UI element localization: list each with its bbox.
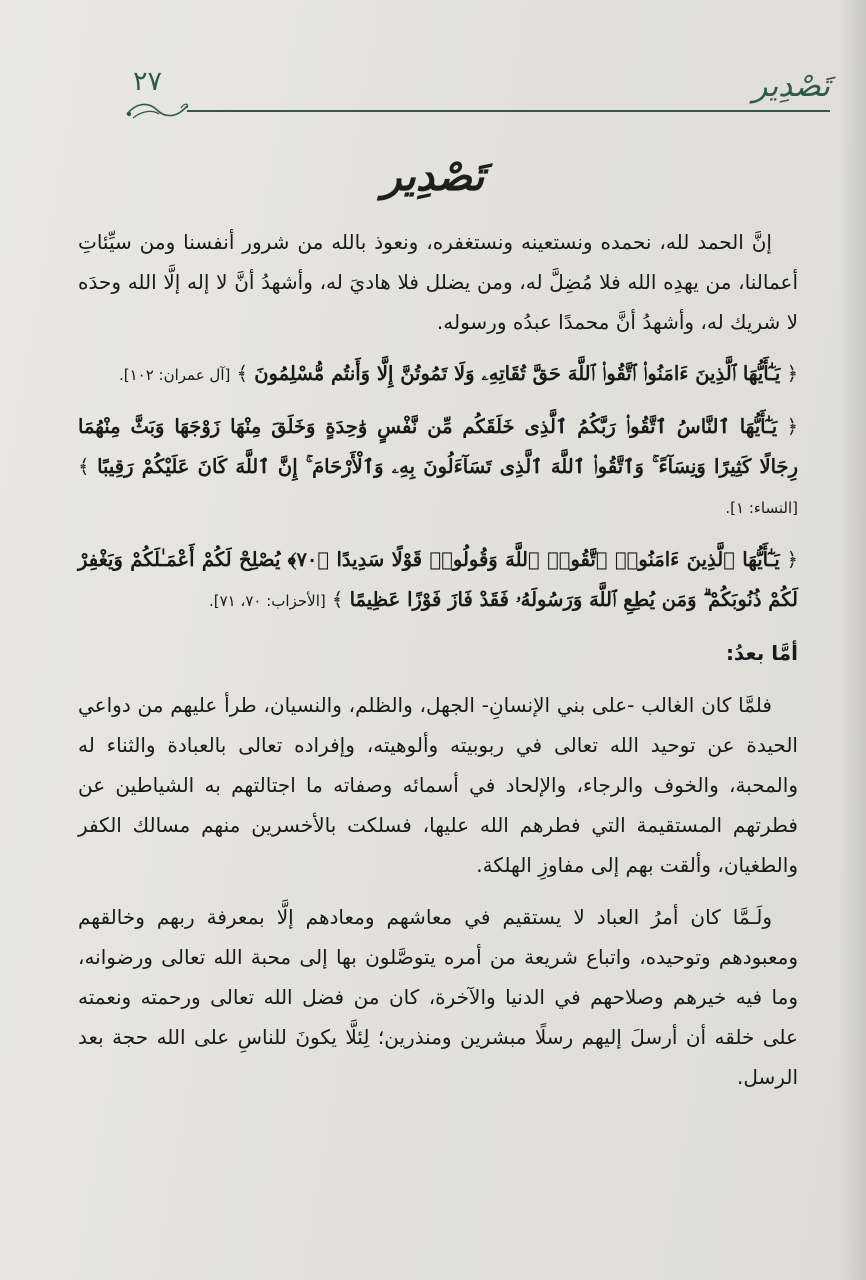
verse-open-bracket: ﴿	[786, 548, 799, 571]
verse-close-bracket: ﴾	[331, 588, 344, 611]
verse-reference: [آل عمران: ١٠٢].	[118, 366, 231, 384]
verse-reference: [النساء: ١].	[725, 499, 798, 517]
verse-text: يَـٰٓأَيُّهَا ٱلَّذِينَ ءَامَنُوا۟ ٱتَّقُوا۟ ٱللَّهَ حَقَّ تُقَاتِهِۦ وَلَا تَمُوتُنَّ إِلَّا وَأَنتُم مُّسْلِمُونَ	[254, 362, 781, 385]
running-title: تَصْدِير	[752, 68, 830, 104]
verse-text: يَـٰٓأَيُّهَا ٱلَّذِينَ ءَامَنُوا۟ ٱتَّقُوا۟ ٱللَّهَ وَقُولُوا۟ قَوْلًا سَدِيدًا ﴿٧٠﴾ يُصْلِحْ لَكُمْ أَعْمَـٰلَكُمْ وَيَغْفِرْ لَكُمْ ذُنُوبَكُمْ ۗ وَمَن يُطِعِ ٱللَّهَ وَرَسُولَهُۥ فَقَدْ فَازَ فَوْزًا عَظِيمًا	[78, 548, 798, 611]
verse-text: يَـٰٓأَيُّهَا ٱلنَّاسُ ٱتَّقُوا۟ رَبَّكُمُ ٱلَّذِى خَلَقَكُم مِّن نَّفْسٍ وَٰحِدَةٍ وَخَلَقَ مِنْهَا زَوْجَهَا وَبَثَّ مِنْهُمَا رِجَالًا كَثِيرًا وَنِسَآءً ۚ وَٱتَّقُوا۟ ٱللَّهَ ٱلَّذِى تَسَآءَلُونَ بِهِۦ وَٱلْأَرْحَامَ ۚ إِنَّ ٱللَّهَ كَانَ عَلَيْكُمْ رَقِيبًا	[78, 415, 798, 478]
flourish-ornament-icon	[123, 96, 191, 124]
body-text	[78, 222, 798, 1109]
opening-paragraph: إنَّ الحمد لله، نحمده ونستعينه ونستغفره، ونعوذ بالله من شرور أنفسنا ومن سيِّئاتِ أعمالنا، من يهدِه الله فلا مُضِلَّ له، ومن يضلل فلا هاديَ له، وأشهدُ أنَّ لا إله إلَّا الله وحدَه لا شريك له، وأشهدُ أنَّ محمدًا عبدُه ورسوله.	[78, 230, 798, 334]
verse-open-bracket: ﴿	[786, 362, 798, 385]
quran-verse-3	[78, 540, 798, 621]
page-header	[95, 62, 830, 132]
quran-verse-1	[78, 354, 798, 395]
verse-open-bracket: ﴿	[786, 415, 798, 438]
page-number: ٢٧	[133, 66, 163, 97]
paragraph-2: فلمَّا كان الغالب -على بني الإنسانِ- الجهل، والظلم، والنسيان، طرأ عليهم من دواعي الحيدة عن توحيد الله تعالى في ربوبيته وألوهيته، وإفراده تعالى بالعبادة والثناء له والمحبة، والخوف والرجاء، والإلحاد في أسمائه وصفاته ما اجتالتهم به الشياطين عن فطرتهم المستقيمة التي فطرهم الله عليها، فسلكت بالأخسرين منهم مسالك الكفر والطغيان، وألقت بهم إلى مفاوزِ الهلكة.	[78, 693, 798, 877]
paragraph-3: ولَـمَّا كان أمرُ العباد لا يستقيم في معاشهم ومعادهم إلَّا بمعرفة ربهم وخالقهم ومعبودهم وتوحيده، واتباع شريعة من أمره يتوصَّلون بها إلى محبة الله تعالى ورضوانه، وما فيه خيرهم وصلاحهم في الدنيا والآخرة، كان من فضل الله تعالى ورحمته ونعمته على خلقه أن أرسلَ إليهم رسلًا مبشرين ومنذرين؛ لِئلَّا يكونَ للناسِ على الله حجة بعد الرسل.	[78, 905, 798, 1089]
header-rule	[187, 110, 830, 112]
verse-reference: [الأحزاب: ٧٠، ٧١].	[209, 592, 326, 610]
amma-baad-heading: أمَّا بعدُ:	[725, 641, 798, 665]
verse-close-bracket: ﴾	[78, 455, 90, 478]
quran-verse-2	[78, 407, 798, 528]
verse-close-bracket: ﴾	[236, 362, 248, 385]
chapter-title: تَصْدِير	[381, 152, 485, 200]
